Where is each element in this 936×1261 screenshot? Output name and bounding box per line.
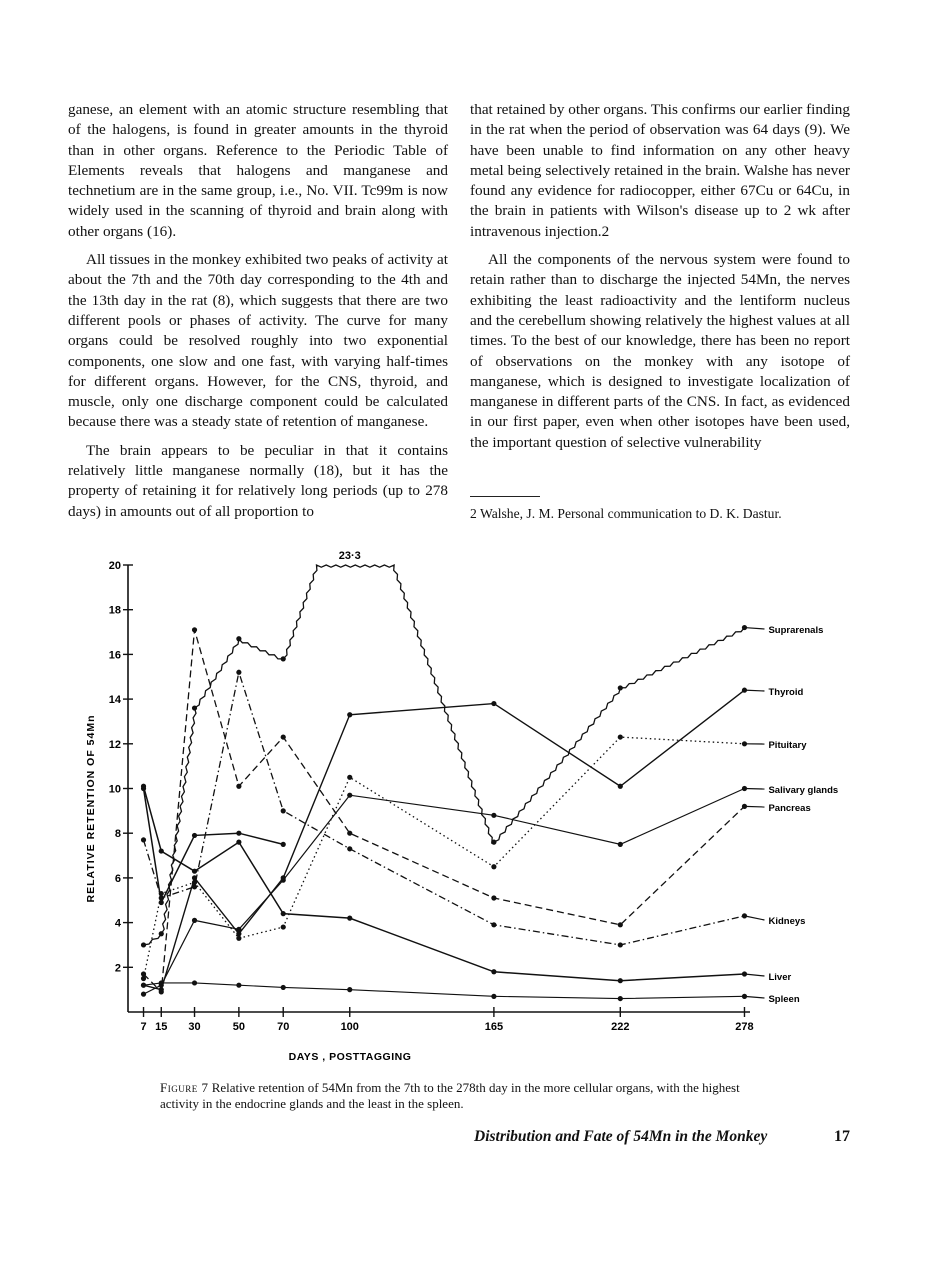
data-point-pituitary xyxy=(347,775,352,780)
y-tick-label: 12 xyxy=(108,738,121,751)
paragraph: that retained by other organs. This confirms our earlier finding in the rat when the period of observation was 64 days (9). We have been unable to find information on any other heavy metal being selectively retained in the brain. Walshe has never found any evidence for radiocopper, either 67Cu or 64Cu, in the brain in patients with Wilson's disease up to 2 wk after intravenous injection.2 xyxy=(470,101,850,240)
data-point-liver xyxy=(491,969,496,974)
y-tick-label: 20 xyxy=(108,560,121,572)
y-tick-label: 16 xyxy=(108,649,121,662)
data-point-liver xyxy=(618,978,623,983)
data-point-spleen xyxy=(491,994,496,999)
data-point-salivary-glands xyxy=(491,813,496,818)
x-axis-label: DAYS , POSTTAGGING xyxy=(288,1051,412,1063)
data-point-suprarenals xyxy=(159,931,164,936)
peak-label: 23·3 xyxy=(338,550,361,562)
data-point-pancreas xyxy=(192,627,197,632)
legend-leader-salivary-glands xyxy=(744,789,764,790)
series-label-salivary-glands: Salivary glands xyxy=(768,785,839,796)
x-tick-label: 50 xyxy=(232,1021,246,1033)
y-tick-label: 10 xyxy=(108,783,121,796)
retention-chart xyxy=(70,545,870,1075)
paragraph: ganese, an element with an atomic structure resembling that of the halogens, is found in greater amounts in the thyroid than in other organs. Reference to the Periodic Table of Elements reveals that halogens and manganese and technetium are in the same group, i.e., No. VII. Tc99m is now widely used in the scanning of thyroid and brain along with other organs (16). xyxy=(68,101,448,240)
data-point-kidneys xyxy=(618,942,623,947)
data-point-pancreas xyxy=(491,895,496,900)
series-line-suprarenals xyxy=(144,565,745,945)
data-point-thyroid xyxy=(347,712,352,717)
data-point-pituitary xyxy=(618,734,623,739)
running-head: Distribution and Fate of 54Mn in the Monkey xyxy=(474,1128,768,1145)
caption-label: Figure 7 xyxy=(160,1080,209,1095)
data-point-salivary-glands xyxy=(618,842,623,847)
data-point-salivary-glands xyxy=(236,927,241,932)
x-tick-label: 30 xyxy=(188,1021,201,1033)
legend-leader-suprarenals xyxy=(744,628,764,629)
data-point-pancreas xyxy=(236,784,241,789)
data-point-pancreas xyxy=(618,922,623,927)
legend-leader-pancreas xyxy=(744,806,764,807)
series-line-pituitary xyxy=(144,737,745,978)
legend-leader-kidneys xyxy=(744,916,764,920)
data-point-thyroid xyxy=(618,784,623,789)
data-point-salivary-glands xyxy=(192,918,197,923)
y-tick-label: 8 xyxy=(114,828,121,841)
x-tick-label: 15 xyxy=(155,1021,168,1033)
legend-leader-thyroid xyxy=(744,690,764,691)
data-point-extra xyxy=(192,833,197,838)
data-point-liver xyxy=(281,911,286,916)
data-point-suprarenals xyxy=(491,840,496,845)
data-point-suprarenals xyxy=(141,942,146,947)
series-line-salivary-glands xyxy=(144,789,745,995)
data-point-pancreas xyxy=(347,831,352,836)
y-tick-label: 14 xyxy=(108,694,121,707)
figure-caption xyxy=(160,1080,780,1112)
series-line-thyroid xyxy=(144,690,745,989)
series-label-thyroid: Thyroid xyxy=(768,687,804,698)
data-point-extra xyxy=(236,831,241,836)
data-point-extra xyxy=(159,900,164,905)
figure-7 xyxy=(70,545,870,1075)
series-line-liver xyxy=(144,786,745,980)
series-label-suprarenals: Suprarenals xyxy=(768,625,824,636)
data-point-suprarenals xyxy=(192,705,197,710)
data-point-salivary-glands xyxy=(347,793,352,798)
footnote-divider xyxy=(470,496,540,497)
data-point-pituitary xyxy=(281,924,286,929)
paragraph: The brain appears to be peculiar in that it contains relatively little manganese normally (18), but it has the property of retaining it for relatively long periods (up to 278 days) in amounts out of all proportion to xyxy=(68,441,448,520)
page-number: 17 xyxy=(834,1128,850,1145)
data-point-pancreas xyxy=(281,734,286,739)
x-tick-label: 278 xyxy=(735,1021,754,1033)
x-tick-label: 222 xyxy=(611,1021,630,1033)
data-point-spleen xyxy=(192,980,197,985)
x-tick-label: 70 xyxy=(277,1021,290,1033)
data-point-thyroid xyxy=(491,701,496,706)
data-point-pancreas xyxy=(159,989,164,994)
right-column xyxy=(470,100,850,461)
data-point-kidneys xyxy=(347,846,352,851)
data-point-spleen xyxy=(236,983,241,988)
data-point-kidneys xyxy=(491,922,496,927)
data-point-kidneys xyxy=(141,837,146,842)
data-point-spleen xyxy=(618,996,623,1001)
y-tick-label: 6 xyxy=(114,872,121,885)
data-point-extra xyxy=(141,786,146,791)
data-point-pituitary xyxy=(491,864,496,869)
series-line-spleen xyxy=(144,983,745,999)
y-tick-label: 4 xyxy=(114,917,121,930)
legend-leader-spleen xyxy=(744,996,764,998)
data-point-spleen xyxy=(347,987,352,992)
data-point-kidneys xyxy=(192,884,197,889)
caption-text: Relative retention of 54Mn from the 7th to the 278th day in the more cellular organs, with the highest activity in the endocrine glands and the least in the spleen. xyxy=(160,1080,740,1111)
paragraph: All tissues in the monkey exhibited two peaks of activity at about the 7th and the 70th day corresponding to the 4th and the 13th day in the rat (8), which suggests that there are two different pools or phases of activity. The curve for many organs could be resolved roughly into two exponential components, one slow and one fast, with varying half-times for different organs. However, for the CNS, thyroid, and muscle, only one discharge component could be calculated because there was a steady state of retention of manganese. xyxy=(68,251,448,431)
data-point-spleen xyxy=(159,980,164,985)
y-axis-label: RELATIVE RETENTION OF 54Mn xyxy=(85,714,97,903)
data-point-extra xyxy=(281,842,286,847)
left-column xyxy=(68,100,448,530)
x-tick-label: 100 xyxy=(340,1021,359,1033)
x-tick-label: 7 xyxy=(140,1021,147,1033)
data-point-kidneys xyxy=(281,808,286,813)
data-point-liver xyxy=(192,869,197,874)
data-point-pituitary xyxy=(236,936,241,941)
data-point-kidneys xyxy=(236,670,241,675)
data-point-salivary-glands xyxy=(281,878,286,883)
data-point-liver xyxy=(159,848,164,853)
series-label-pancreas: Pancreas xyxy=(768,803,811,814)
series-label-pituitary: Pituitary xyxy=(768,740,807,751)
y-tick-label: 18 xyxy=(108,604,121,617)
footnote: 2 Walshe, J. M. Personal communication to D. K. Dastur. xyxy=(470,506,782,521)
data-point-suprarenals xyxy=(236,636,241,641)
series-label-kidneys: Kidneys xyxy=(768,916,806,927)
data-point-pancreas xyxy=(141,971,146,976)
data-point-salivary-glands xyxy=(141,992,146,997)
series-label-spleen: Spleen xyxy=(768,994,800,1005)
data-point-liver xyxy=(236,840,241,845)
series-label-liver: Liver xyxy=(768,972,792,983)
series-line-pancreas xyxy=(144,630,745,992)
x-tick-label: 165 xyxy=(484,1021,504,1033)
data-point-spleen xyxy=(281,985,286,990)
series-line-extra xyxy=(144,789,284,903)
legend-leader-liver xyxy=(744,974,764,976)
data-point-liver xyxy=(347,916,352,921)
data-point-suprarenals xyxy=(618,685,623,690)
data-point-spleen xyxy=(141,983,146,988)
data-point-suprarenals xyxy=(281,656,286,661)
paragraph: All the components of the nervous system were found to retain rather than to discharge the injected 54Mn, the nerves exhibiting the least radioactivity and the lentiform nucleus and the cerebellum showing relatively the highest values at all times. To the best of our knowledge, there has been no report of observations on the monkey with any isotope of manganese, which is designed to investigate localization of manganese in different parts of the CNS. In fact, as evidenced in our first paper, even when other isotopes have been used, the important question of selective vulnerability xyxy=(470,251,850,451)
y-tick-label: 2 xyxy=(114,962,121,975)
